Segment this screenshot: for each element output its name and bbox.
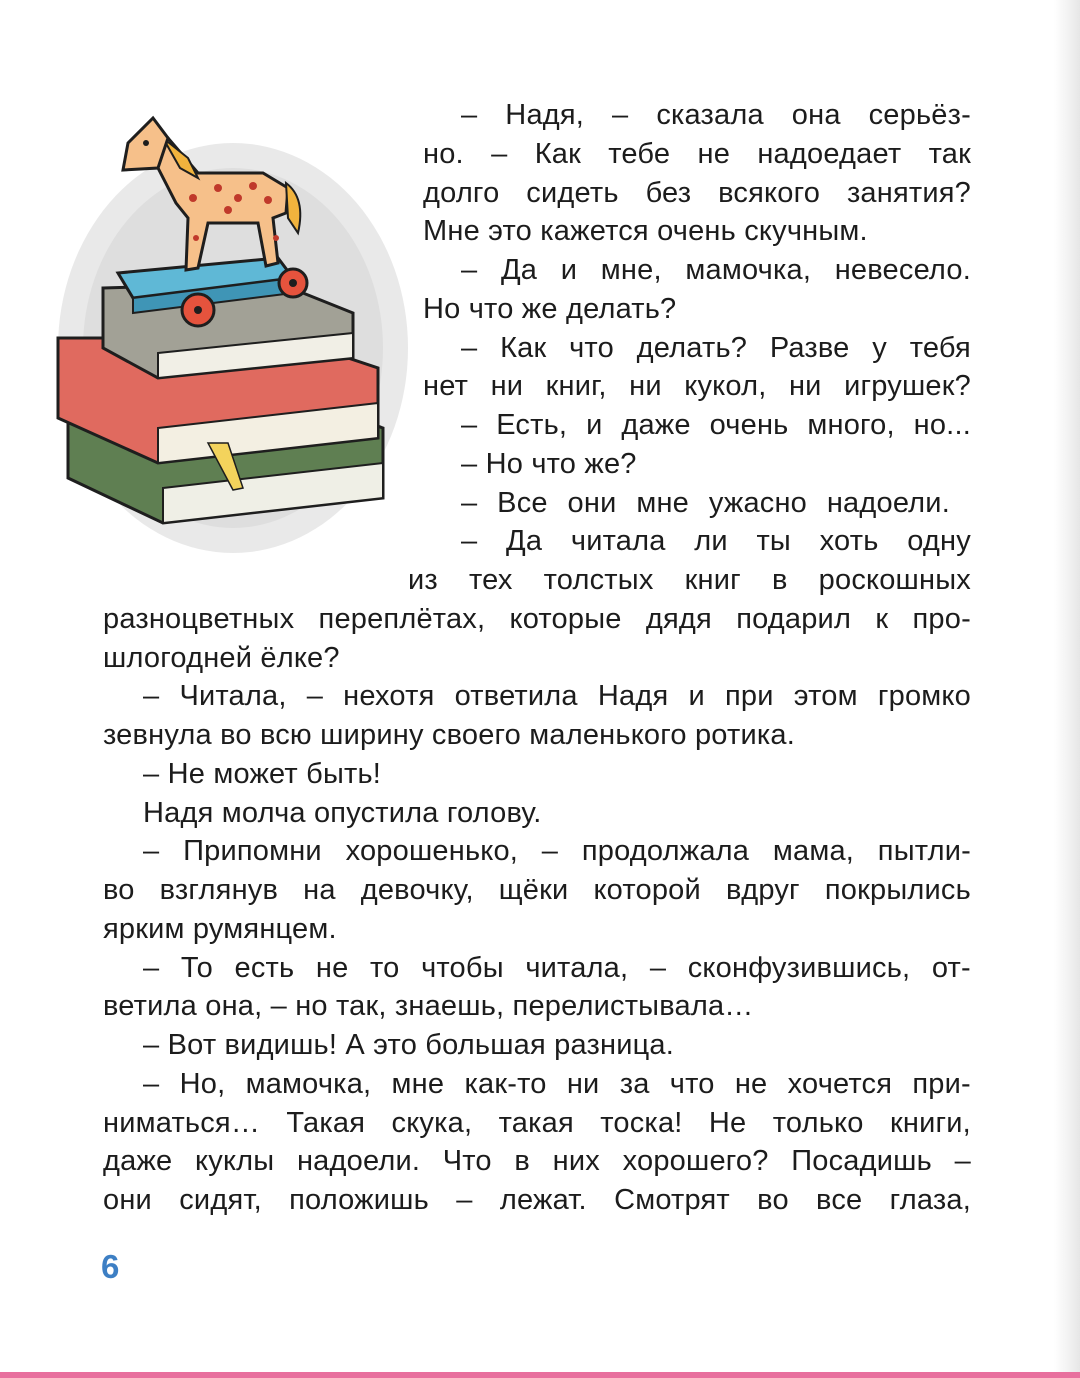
text-line: ветила она, – но так, знаешь, перелистывала… bbox=[103, 990, 754, 1023]
text-line: Мне это кажется очень скучным. bbox=[423, 215, 868, 248]
text-line: ниматься… Такая скука, такая тоска! Не только книги, bbox=[103, 1106, 971, 1139]
text-line: – Да читала ли ты хоть одну bbox=[461, 525, 971, 558]
text-line: нет ни книг, ни кукол, ни игрушек? bbox=[423, 370, 971, 403]
text-line: – Да и мне, мамочка, невесело. bbox=[461, 254, 971, 286]
text-line: они сидят, положишь – лежат. Смотрят во все глаза, bbox=[103, 1184, 971, 1216]
text-line: зевнула во всю ширину своего маленького ротика. bbox=[103, 719, 795, 751]
text-line: – Не может быть! bbox=[143, 757, 382, 790]
text-line: шлогодней ёлке? bbox=[103, 641, 340, 674]
text-line: даже куклы надоели. Что в них хорошего? Посадишь – bbox=[103, 1145, 971, 1178]
text-line: – Как что делать? Разве у тебя bbox=[461, 331, 971, 364]
text-line: – Все они мне ужасно надоели. bbox=[461, 486, 950, 519]
text-line: – Но, мамочка, мне как-то ни за что не хочется при- bbox=[143, 1067, 971, 1100]
text-line: – То есть не то чтобы читала, – сконфузившись, от- bbox=[143, 951, 971, 984]
page-number: 6 bbox=[101, 1248, 120, 1285]
text-line: – Припомни хорошенько, – продолжала мама, пытли- bbox=[143, 835, 971, 868]
text-line: – Читала, – нехотя ответила Надя и при этом громко bbox=[143, 680, 971, 713]
bottom-decorative-stripe bbox=[0, 1372, 1080, 1378]
text-line: долго сидеть без всякого занятия? bbox=[423, 176, 971, 209]
text-line: – Есть, и даже очень много, но... bbox=[461, 409, 971, 441]
text-line: Но что же делать? bbox=[423, 292, 677, 325]
toy-horse-on-books-illustration bbox=[48, 98, 418, 568]
text-line: из тех толстых книг в роскошных bbox=[408, 564, 971, 596]
text-line: разноцветных переплётах, которые дядя подарил к про- bbox=[103, 602, 971, 635]
page-edge-shadow bbox=[1054, 0, 1080, 1378]
text-line: – Но что же? bbox=[461, 447, 637, 480]
text-line: Надя молча опустила голову. bbox=[143, 796, 542, 829]
text-line: ярким румянцем. bbox=[103, 912, 337, 945]
text-line: – Надя, – сказала она серьёз- bbox=[461, 99, 971, 131]
text-line: во взглянув на девочку, щёки которой вдруг покрылись bbox=[103, 874, 971, 906]
text-line: но. – Как тебе не надоедает так bbox=[423, 137, 971, 170]
text-line: – Вот видишь! А это большая разница. bbox=[143, 1029, 674, 1061]
